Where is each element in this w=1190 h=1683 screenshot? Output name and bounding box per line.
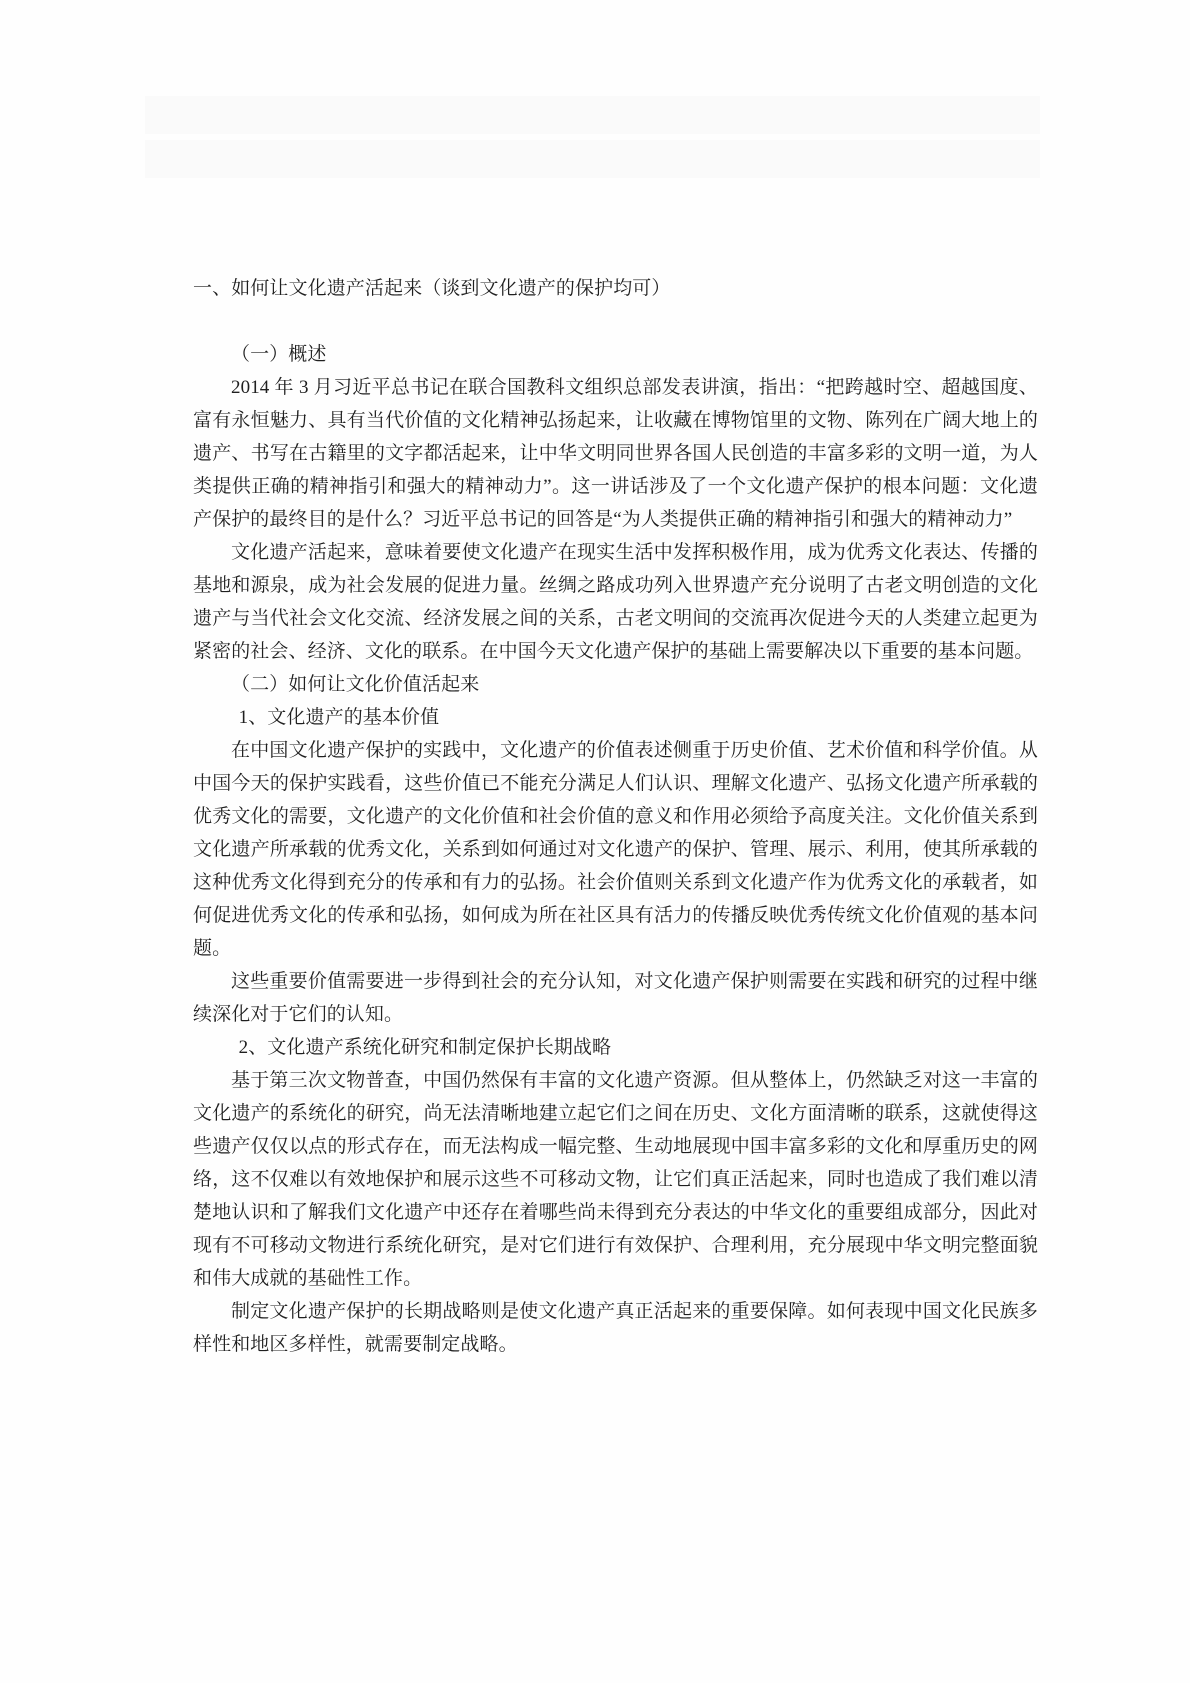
subsection-heading-systematic-research: 2、文化遗产系统化研究和制定保护长期战略 [238, 1037, 612, 1058]
paragraph-value-recognition: 这些重要价值需要进一步得到社会的充分认知，对文化遗产保护则需要在实践和研究的过程中继续深化对于它们的认知。 [193, 971, 1038, 1025]
paragraph-value-discussion: 在中国文化遗产保护的实践中，文化遗产的价值表述侧重于历史价值、艺术价值和科学价值。从中国今天的保护实践看，这些价值已不能充分满足人们认识、理解文化遗产、弘扬文化遗产所承载的优秀文化的需要，文化遗产的文化价值和社会价值的意义和作用必须给予高度关注。文化价值关系到文化遗产所承载的优秀文化，关系到如何通过对文化遗产的保护、管理、展示、利用，使其所承载的这种优秀文化得到充分的传承和有力的弘扬。社会价值则关系到文化遗产作为优秀文化的承载者，如何促进优秀文化的传承和弘扬，如何成为所在社区具有活力的传播反映优秀传统文化价值观的基本问题。 [193, 740, 1038, 959]
paragraph-survey-research: 基于第三次文物普查，中国仍然保有丰富的文化遗产资源。但从整体上，仍然缺乏对这一丰富的文化遗产的系统化的研究，尚无法清晰地建立起它们之间在历史、文化方面清晰的联系，这就使得这些遗产仅仅以点的形式存在，而无法构成一幅完整、生动地展现中国丰富多彩的文化和厚重历史的网络，这不仅难以有效地保护和展示这些不可移动文物，让它们真正活起来，同时也造成了我们难以清楚地认识和了解我们文化遗产中还存在着哪些尚未得到充分表达的中华文化的重要组成部分，因此对现有不可移动文物进行系统化研究，是对它们进行有效保护、合理利用，充分展现中华文明完整面貌和伟大成就的基础性工作。 [193, 1070, 1038, 1289]
paragraph-heritage-alive: 文化遗产活起来，意味着要使文化遗产在现实生活中发挥积极作用，成为优秀文化表达、传播的基地和源泉，成为社会发展的促进力量。丝绸之路成功列入世界遗产充分说明了古老文明创造的文化遗产与当代社会文化交流、经济发展之间的关系，古老文明间的交流再次促进今天的人类建立起更为紧密的社会、经济、文化的联系。在中国今天文化遗产保护的基础上需要解决以下重要的基本问题。 [193, 542, 1038, 662]
section-heading-overview: （一）概述 [231, 344, 327, 365]
paragraph-long-term-strategy: 制定文化遗产保护的长期战略则是使文化遗产真正活起来的重要保障。如何表现中国文化民族多样性和地区多样性，就需要制定战略。 [193, 1301, 1038, 1355]
paragraph-speech-quote: 2014 年 3 月习近平总书记在联合国教科文组织总部发表讲演，指出：“把跨越时空、超越国度、富有永恒魅力、具有当代价值的文化精神弘扬起来，让收藏在博物馆里的文物、陈列在广阔大地上的遗产、书写在古籍里的文字都活起来，让中华文明同世界各国人民创造的丰富多彩的文明一道，为人类提供正确的精神指引和强大的精神动力”。这一讲话涉及了一个文化遗产保护的根本问题：文化遗产保护的最终目的是什么？习近平总书记的回答是“为人类提供正确的精神指引和强大的精神动力” [193, 377, 1038, 530]
scan-artifact-band [145, 140, 1040, 178]
section-heading-cultural-value: （二）如何让文化价值活起来 [231, 674, 480, 695]
document-body [193, 272, 1038, 1361]
scan-artifact-band [145, 96, 1040, 134]
document-title: 一、如何让文化遗产活起来（谈到文化遗产的保护均可） [193, 278, 671, 299]
subsection-heading-basic-value: 1、文化遗产的基本价值 [238, 707, 440, 728]
